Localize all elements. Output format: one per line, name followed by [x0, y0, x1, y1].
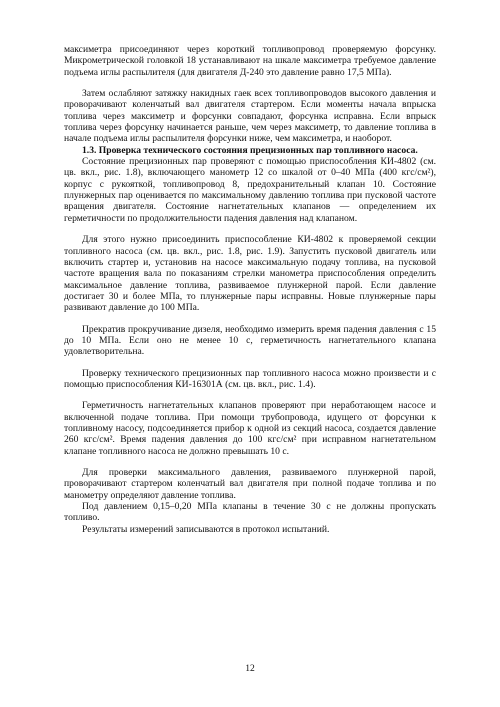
paragraph-3: Состояние прецизионных пар проверяют с помощью приспособления КИ-4802 (см. цв. вкл., рис. 1.8), включающего манометр 12 со шкалой от 0–40 МПа (400 кгс/см²), корпус с рукояткой, топливопровод 8, предохранительный клапан 10. Состояние плунжерных пар оценивается по максимальному давлению топлива при пусковой частоте вращения двигателя. Состояние нагнетательных клапанов — определением их герметичности по продолжительности падения давления над клапаном.	[64, 156, 436, 224]
paragraph-8: Для проверки максимального давления, развиваемого плунжерной парой, проворачивают стартером коленчатый вал двигателя при полной подаче топлива и по манометру определяют давление топлива.	[64, 467, 436, 501]
paragraph-5: Прекратив прокручивание дизеля, необходимо измерить время падения давления с 15 до 10 МПа. Если оно не менее 10 с, герметичность нагнетательного клапана удовлетворительна.	[64, 323, 436, 358]
paragraph-10: Результаты измерений записываются в протокол испытаний.	[82, 523, 330, 535]
paragraph-9: Под давлением 0,15–0,20 МПа клапаны в течение 30 с не должны пропускать топливо.	[64, 501, 436, 524]
section-heading: 1.3. Проверка технического состояния прецизионных пар топливного насоса.	[82, 144, 418, 156]
paragraph-2: Затем ослабляют затяжку накидных гаек всех топливопроводов высокого давления и проворачивают коленчатый вал двигателя стартером. Если моменты начала впрыска топлива через максиметр и форсунки совпадают, форсунка исправна. Если впрыск топлива через форсунку начинается раньше, чем через максиметр, то давление топлива в начале подъема иглы распылителя форсунки ниже, чем максиметра, и наоборот.	[64, 88, 436, 145]
paragraph-1: максиметра присоединяют через короткий топливопровод проверяемую форсунку. Микрометрической головкой 18 устанавливают на шкале максиметра требуемое давление подъема иглы распылителя (для двигателя Д-240 это давление равно 17,5 МПа).	[64, 44, 436, 78]
paragraph-7: Герметичность нагнетательных клапанов проверяют при неработающем насосе и включенной подаче топлива. При помощи трубопровода, идущего от форсунки к топливному насосу, подсоединяется прибор к одной из секций насоса, создается давление 260 кгс/см². Время падения давления до 100 кгс/см² при исправном нагнетательном клапане топливного насоса не должно превышать 10 с.	[64, 400, 436, 457]
paragraph-6: Проверку технического прецизионных пар топливного насоса можно произвести и с помощью приспособления КИ-16301А (см. цв. вкл., рис. 1.4).	[64, 367, 436, 390]
paragraph-4: Для этого нужно присоединить приспособление КИ-4802 к проверяемой секции топливного насоса (см. цв. вкл., рис. 1.8, рис. 1.9). Запустить пусковой двигатель или включить стартер и, установив на насосе максимальную подачу топлива, на пусковой частоте вращения вала по показаниям стрелки манометра приспособления определить максимальное давление топлива, развиваемое плунжерной парой. Если давление достигает 30 и более МПа, то плунжерные пары исправны. Новые плунжерные пары развивают давление до 100 МПа.	[64, 234, 436, 314]
page-number: 12	[245, 663, 255, 674]
